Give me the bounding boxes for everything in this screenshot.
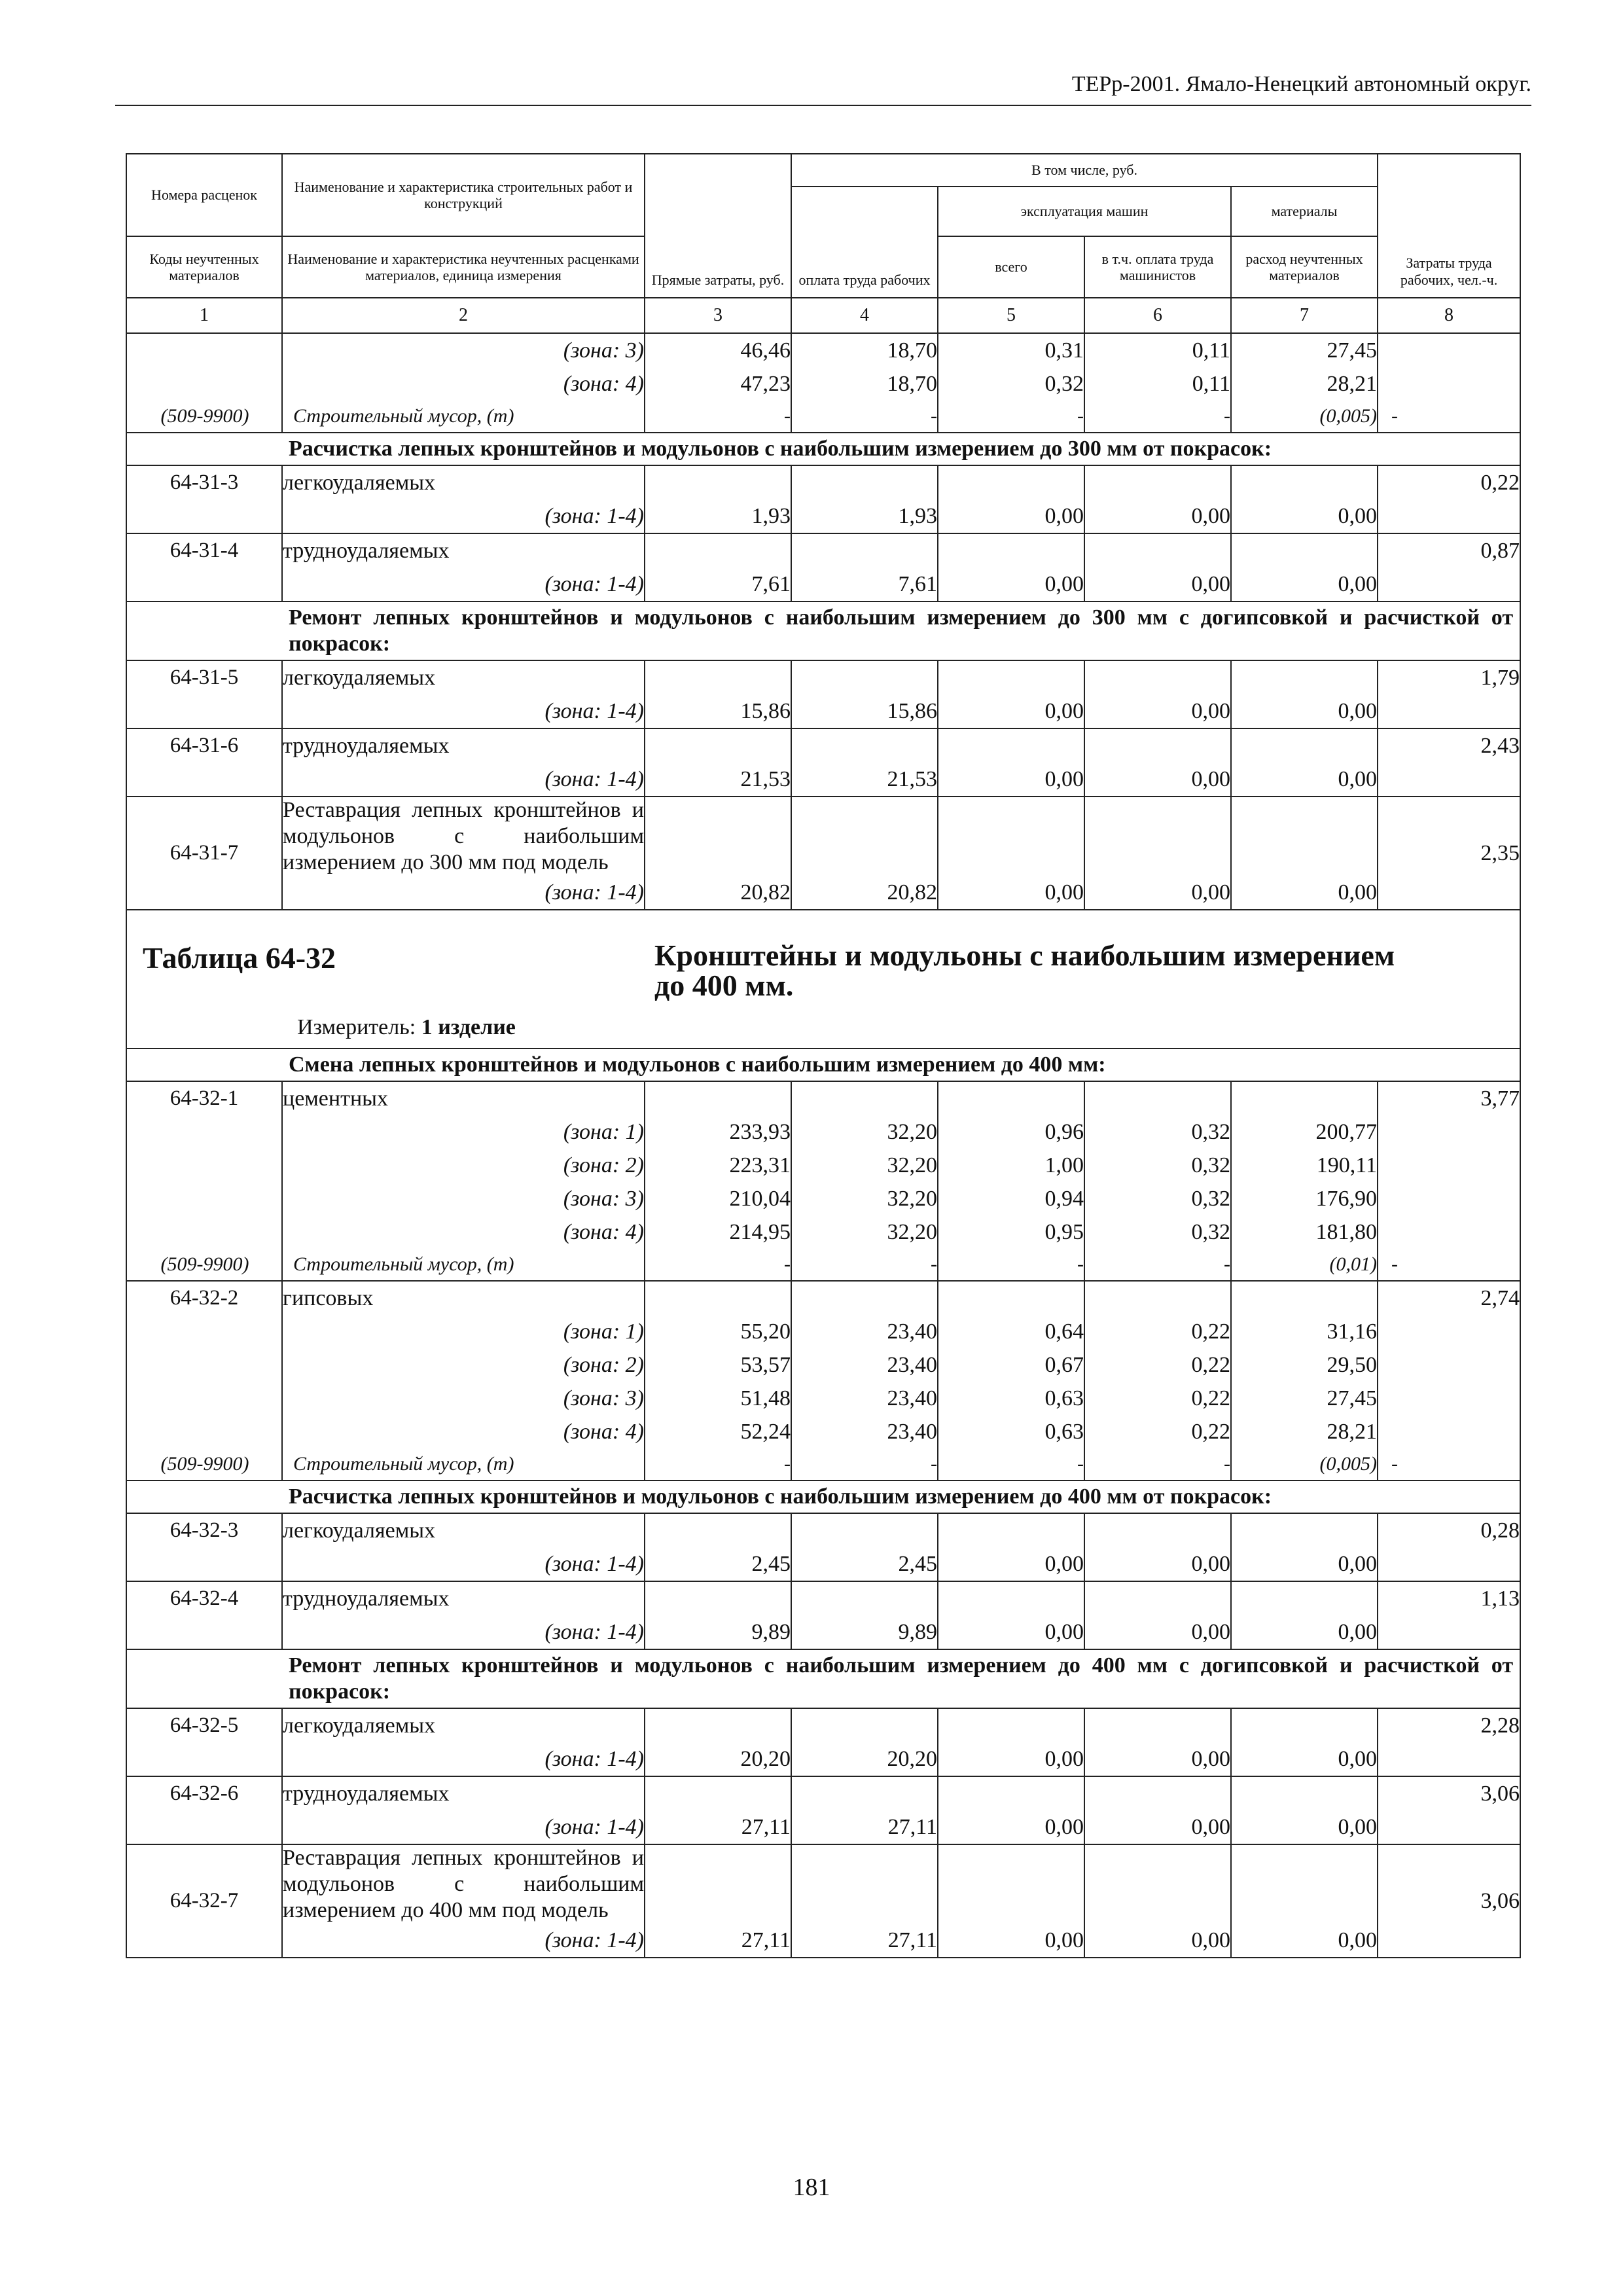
table-row: (зона: 1-4) 21,53 21,53 0,00 0,00 0,00 (126, 762, 1520, 797)
col-num: 3 (645, 298, 791, 333)
col-num: 1 (126, 298, 282, 333)
waste-name: Строительный мусор, (т) (293, 1253, 514, 1275)
table-row: 64-32-1 цементных 3,77 (126, 1081, 1520, 1115)
table-row: (зона: 1-4) 27,11 27,11 0,00 0,00 0,00 (126, 1810, 1520, 1844)
table-row: (зона: 1-4) 15,86 15,86 0,00 0,00 0,00 (126, 694, 1520, 728)
table-row: 64-32-2 гипсовых 2,74 (126, 1281, 1520, 1315)
col8: Затраты труда рабочих, чел.-ч. (1378, 154, 1520, 298)
running-header: ТЕРр-2001. Ямало-Ненецкий автономный округ. (1071, 72, 1531, 96)
table-body (126, 333, 1520, 1958)
col-num: 2 (282, 298, 645, 333)
col6: в т.ч. оплата труда машинистов (1084, 236, 1231, 298)
table-title: Кронштейны и модульоны с наибольшим измерением до 400 мм. (654, 939, 1395, 1002)
table-head (126, 154, 1520, 333)
table-row: (зона: 1-4) 27,11 27,11 0,00 0,00 0,00 (126, 1924, 1520, 1958)
table-label: Таблица 64-32 (143, 941, 336, 975)
table-row: 64-31-4 трудноудаляемых 0,87 (126, 533, 1520, 567)
table-row: (зона: 1-4) 9,89 9,89 0,00 0,00 0,00 (126, 1615, 1520, 1649)
col4: оплата труда рабочих (791, 187, 938, 298)
waste-name: Строительный мусор, (т) (293, 1453, 514, 1475)
section-header: Ремонт лепных кронштейнов и модульонов с наибольшим измерением до 300 мм с догипсовкой и расчисткой от покрасок: (126, 601, 1520, 660)
waste-name: Строительный мусор, (т) (293, 405, 514, 427)
table-row: 64-32-6 трудноудаляемых 3,06 (126, 1776, 1520, 1810)
price-table (126, 153, 1521, 1958)
table-row: 64-31-6 трудноудаляемых 2,43 (126, 728, 1520, 762)
col1-bottom: Коды неучтенных материалов (126, 236, 282, 298)
table-row: (зона: 1) 55,20 23,40 0,64 0,22 31,16 (126, 1315, 1520, 1348)
table-row: 64-32-3 легкоудаляемых 0,28 (126, 1513, 1520, 1547)
table-row: (зона: 4) 47,23 18,70 0,32 0,11 28,21 (126, 367, 1520, 401)
table-row: (зона: 1-4) 20,82 20,82 0,00 0,00 0,00 (126, 876, 1520, 910)
waste-row: (509-9900) Строительный мусор, (т) - - - - (0,01) - (126, 1249, 1520, 1281)
table-row: 64-32-5 легкоудаляемых 2,28 (126, 1708, 1520, 1742)
table-row: (зона: 2) 53,57 23,40 0,67 0,22 29,50 (126, 1348, 1520, 1382)
table-row: 64-31-5 легкоудаляемых 1,79 (126, 660, 1520, 694)
table-row: (зона: 3) 51,48 23,40 0,63 0,22 27,45 (126, 1382, 1520, 1415)
waste-row: (509-9900) Строительный мусор, (т) - - - - (0,005) - (126, 1448, 1520, 1480)
col7: расход неучтенных материалов (1231, 236, 1378, 298)
col-num: 6 (1084, 298, 1231, 333)
waste-row: (509-9900) Строительный мусор, (т) - - - - (0,005) - (126, 401, 1520, 433)
table-row: 64-32-4 трудноудаляемых 1,13 (126, 1581, 1520, 1615)
col-num: 5 (938, 298, 1084, 333)
table-row: (зона: 1-4) 20,20 20,20 0,00 0,00 0,00 (126, 1742, 1520, 1776)
col-num: 8 (1378, 298, 1520, 333)
col1-top: Номера расценок (126, 154, 282, 236)
section-header: Расчистка лепных кронштейнов и модульонов с наибольшим измерением до 400 мм от покрасок: (126, 1480, 1520, 1513)
section-header: Смена лепных кронштейнов и модульонов с наибольшим измерением до 400 мм: (126, 1049, 1520, 1081)
table-row: (зона: 1) 233,93 32,20 0,96 0,32 200,77 (126, 1115, 1520, 1149)
waste-code: (509-9900) (160, 405, 249, 427)
measure-unit: Измеритель: 1 изделие (297, 1015, 516, 1039)
page-number: 181 (793, 2174, 830, 2201)
table-row: (зона: 4) 214,95 32,20 0,95 0,32 181,80 (126, 1215, 1520, 1249)
table-row: (зона: 3) 210,04 32,20 0,94 0,32 176,90 (126, 1182, 1520, 1215)
col3: Прямые затраты, руб. (645, 154, 791, 298)
col-num: 4 (791, 298, 938, 333)
table-row: (зона: 2) 223,31 32,20 1,00 0,32 190,11 (126, 1149, 1520, 1182)
table-row: (зона: 1-4) 7,61 7,61 0,00 0,00 0,00 (126, 567, 1520, 601)
table-title-row (126, 910, 1520, 1049)
col-num: 7 (1231, 298, 1378, 333)
table-row: 64-31-3 легкоудаляемых 0,22 (126, 465, 1520, 499)
section-header: Расчистка лепных кронштейнов и модульонов с наибольшим измерением до 300 мм от покрасок: (126, 433, 1520, 465)
machines-header: эксплуатация машин (938, 187, 1231, 236)
section-header: Ремонт лепных кронштейнов и модульонов с наибольшим измерением до 400 мм с догипсовкой и расчисткой от покрасок: (126, 1649, 1520, 1708)
table-row: (зона: 1-4) 2,45 2,45 0,00 0,00 0,00 (126, 1547, 1520, 1581)
table-row: (зона: 3) 46,46 18,70 0,31 0,11 27,45 (126, 333, 1520, 367)
col5: всего (938, 236, 1084, 298)
waste-code: (509-9900) (160, 1253, 249, 1275)
incl-header: В том числе, руб. (791, 154, 1378, 187)
table-row: (зона: 1-4) 1,93 1,93 0,00 0,00 0,00 (126, 499, 1520, 533)
col2-top: Наименование и характеристика строительных работ и конструкций (282, 154, 645, 236)
header-rule (115, 105, 1531, 106)
col2-bottom: Наименование и характеристика неучтенных расценками материалов, единица измерения (282, 236, 645, 298)
table-row: 64-31-7 Реставрация лепных кронштейнов и модульонов с наибольшим измерением до 300 мм под модель 2,35 (126, 797, 1520, 876)
materials-header: материалы (1231, 187, 1378, 236)
table-row: (зона: 4) 52,24 23,40 0,63 0,22 28,21 (126, 1415, 1520, 1448)
waste-code: (509-9900) (160, 1453, 249, 1475)
table-row: 64-32-7 Реставрация лепных кронштейнов и модульонов с наибольшим измерением до 400 мм под модель 3,06 (126, 1844, 1520, 1924)
